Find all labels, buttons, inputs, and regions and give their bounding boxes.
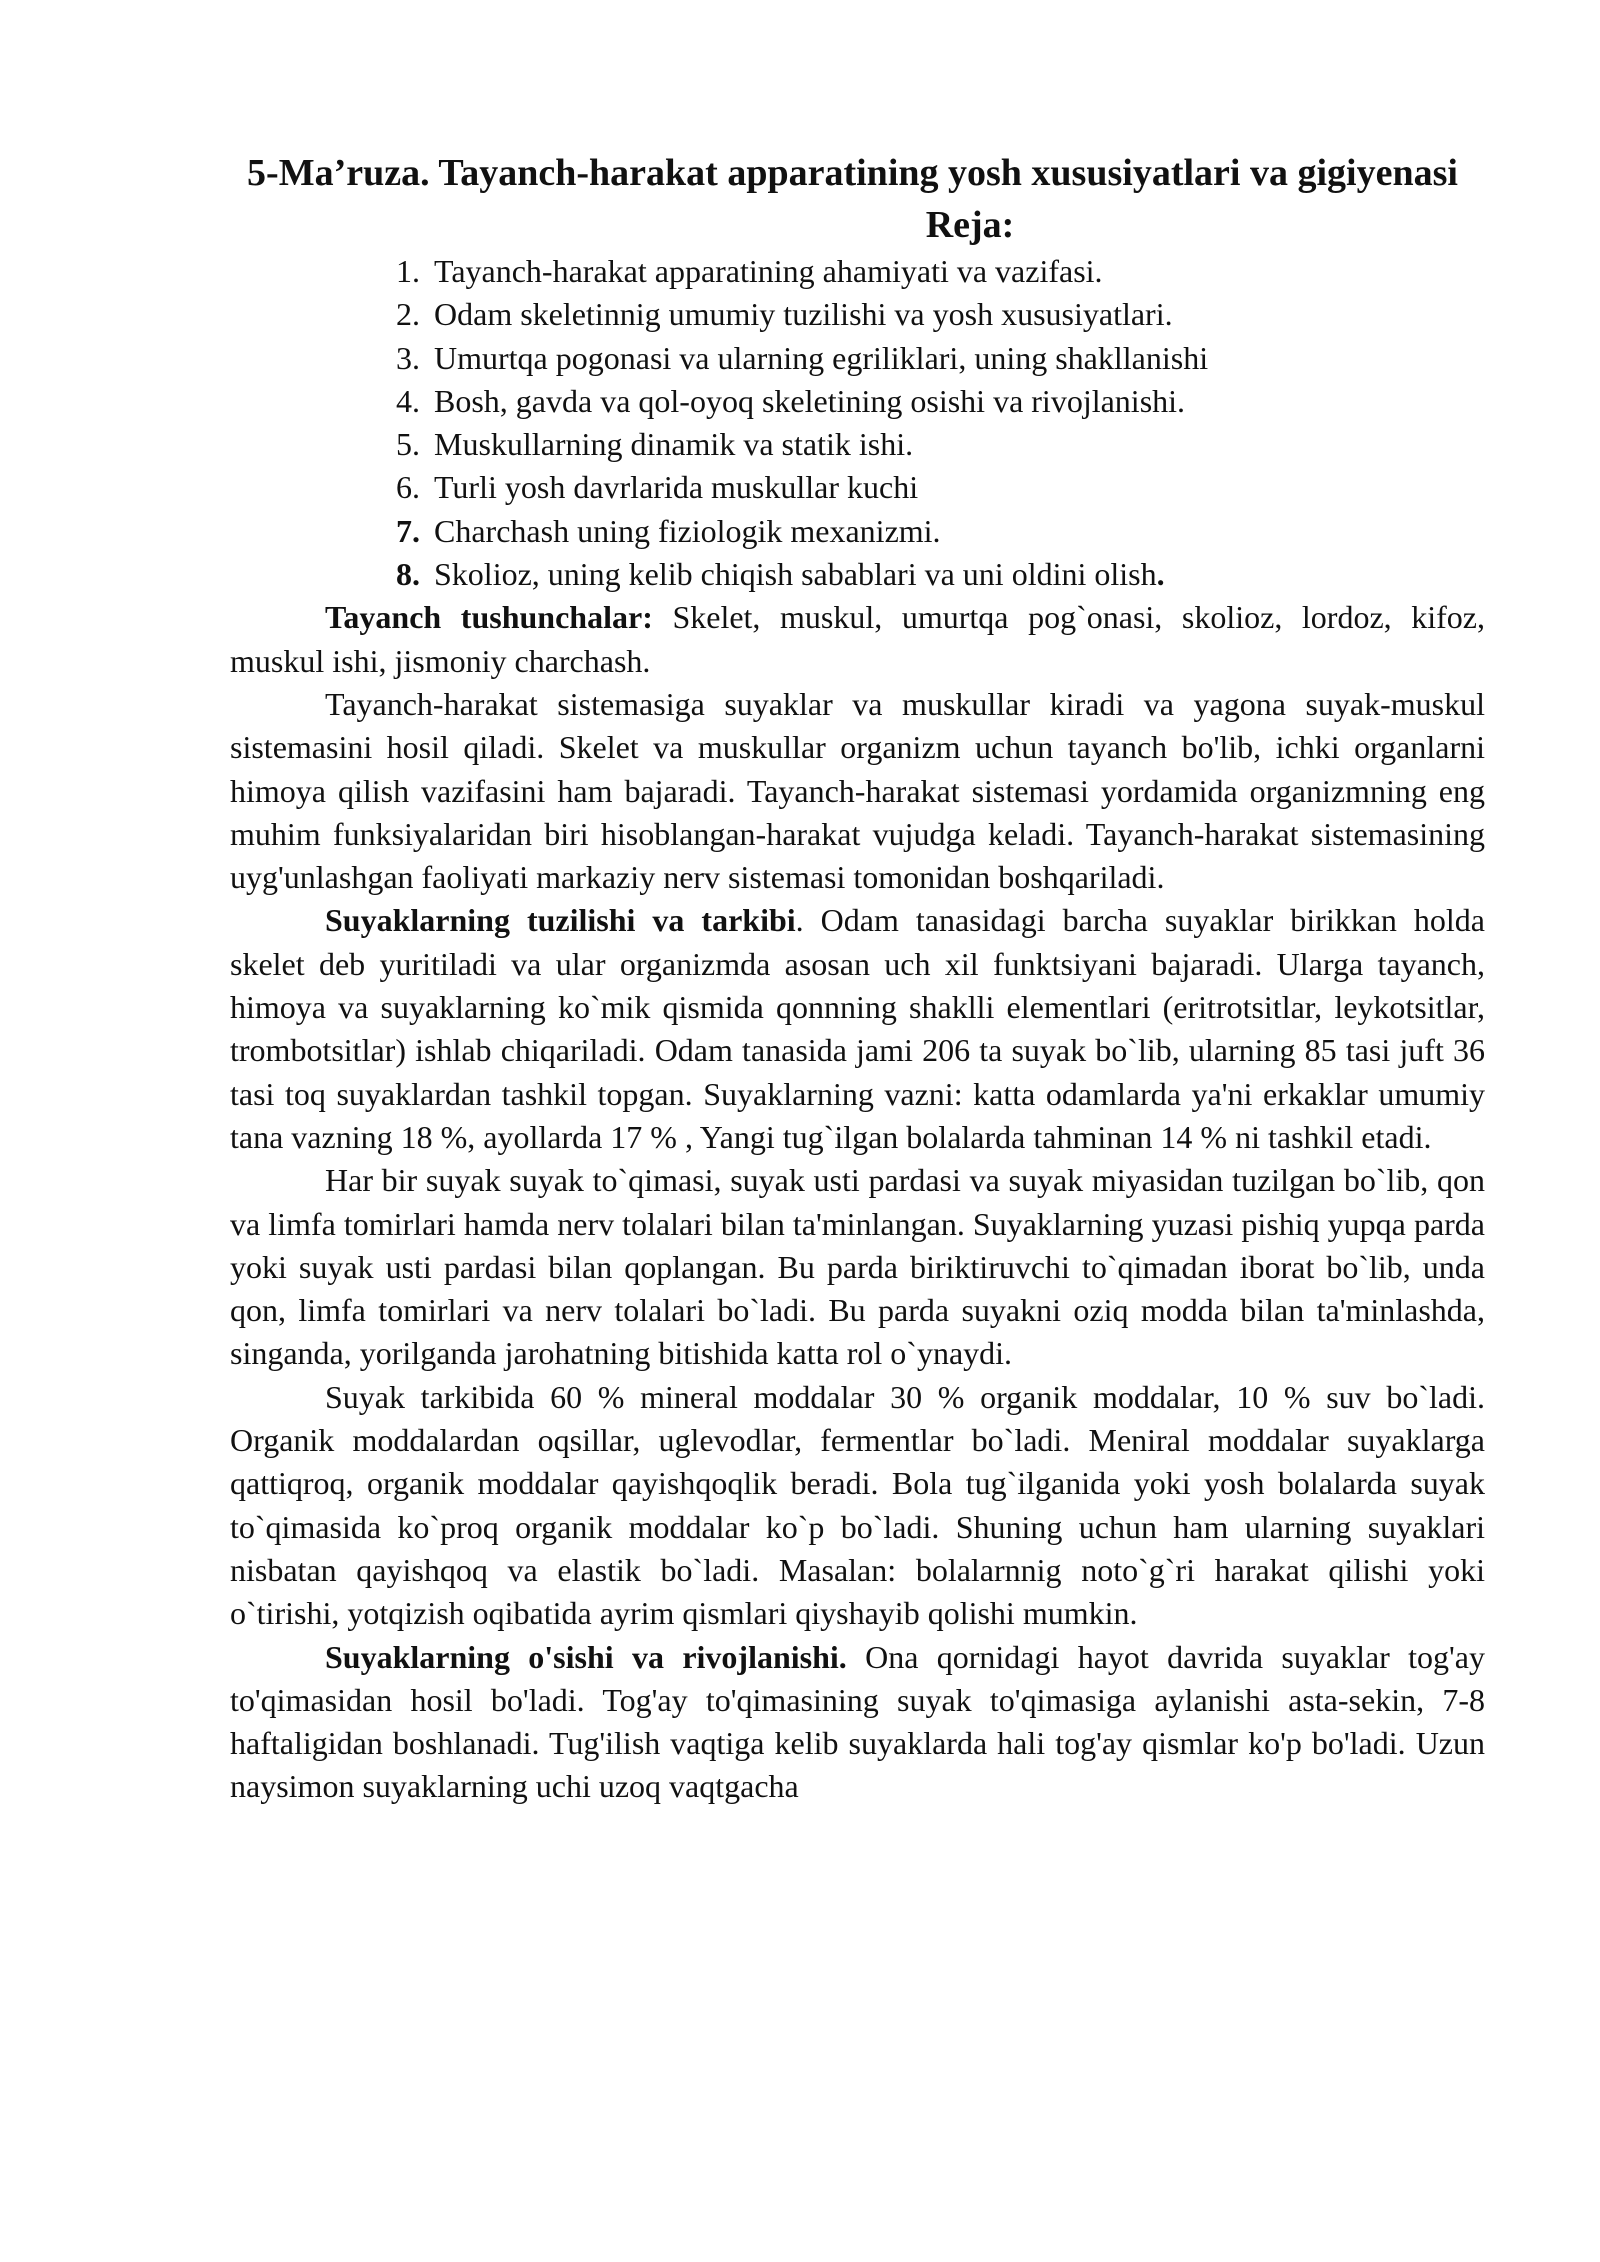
paragraph-text: Tayanch-harakat sistemasiga suyaklar va muskullar kiradi va yagona suyak-muskul sistemasini hosil qiladi. Skelet va muskullar organizm uchun tayanch bo'lib, ichki organlarni himoya qilish vazifasini ham bajaradi. Tayanch-harakat sistemasi yordamida organizmning eng muhim funksiyalaridan biri hisoblangan-harakat vujudga keladi. Tayanch-harakat sistemasining uyg'unlashgan faoliyati markaziy nerv sistemasi tomonidan boshqariladi. bbox=[230, 685, 1485, 896]
paragraph-key-concepts bbox=[230, 596, 1485, 683]
paragraph-bone-growth bbox=[230, 1636, 1485, 1809]
paragraph-lead: Suyaklarning tuzilishi va tarkibi bbox=[325, 902, 796, 939]
plan-heading: Reja: bbox=[925, 204, 1015, 246]
paragraph-text: Skelet, muskul, umurtqa pog`onasi, skolioz, lordoz, kifoz, muskul ishi, jismoniy charchash. bbox=[230, 599, 1485, 679]
paragraph-system-intro bbox=[230, 683, 1485, 899]
plan-item bbox=[372, 293, 1485, 336]
plan-item-number: 3. bbox=[396, 339, 420, 376]
plan-item-text: Umurtqa pogonasi va ularning egriliklari, uning shakllanishi bbox=[434, 339, 1209, 376]
paragraph-lead: Tayanch tushunchalar: bbox=[325, 599, 653, 636]
plan-item-number: 5. bbox=[396, 426, 420, 463]
plan-item bbox=[372, 337, 1485, 380]
plan-item-number: 7. bbox=[396, 512, 420, 549]
plan-item bbox=[372, 380, 1485, 423]
plan-item-text: Odam skeletinnig umumiy tuzilishi va yosh xususiyatlari. bbox=[434, 296, 1173, 333]
plan-list bbox=[230, 250, 1485, 596]
paragraph-lead: Suyaklarning o'sishi va rivojlanishi. bbox=[325, 1638, 847, 1675]
plan-item-text: Bosh, gavda va qol-oyoq skeletining osishi va rivojlanishi. bbox=[434, 382, 1186, 419]
plan-item-text: Skolioz, uning kelib chiqish sabablari va uni oldini olish bbox=[434, 556, 1157, 593]
paragraph-text: Har bir suyak suyak to`qimasi, suyak usti pardasi va suyak miyasidan tuzilgan bo`lib, qon va limfa tomirlari hamda nerv tolalari bilan ta'minlangan. Suyaklarning yuzasi pishiq yupqa parda yoki suyak usti pardasi bilan qoplangan. Bu parda biriktiruvchi to`qimadan iborat bo`lib, unda qon, limfa tomirlari va nerv tolalari bo`ladi. Bu parda suyakni oziq modda bilan ta'minlashda, singanda, yorilganda jarohatning bitishida katta rol o`ynaydi. bbox=[230, 1162, 1485, 1372]
plan-item-number: 1. bbox=[396, 253, 420, 289]
plan-item bbox=[372, 423, 1485, 466]
paragraph-text: . Odam tanasidagi barcha suyaklar birikkan holda skelet deb yuritiladi va ular organizmda asosan uch xil funktsiyani bajaradi. Ularga tayanch, himoya va suyaklarning ko`mik qismida qonnning shaklli elementlari (eritrotsitlar, leykotsitlar, trombotsitlar) ishlab chiqariladi. Odam tanasida jami 206 ta suyak bo`lib, ularning 85 tasi juft 36 tasi toq suyaklardan tashkil topgan. Suyaklarning vazni: katta odamlarda ya'ni erkaklar umumiy tana vazning 18 %, ayollarda 17 % , Yangi tug`ilgan bolalarda tahminan 14 % ni tashkil etadi. bbox=[230, 902, 1486, 1155]
plan-item-number: 4. bbox=[396, 382, 420, 419]
plan-item bbox=[372, 466, 1485, 509]
paragraph-bone-composition bbox=[230, 1376, 1485, 1636]
plan-item-text: Charchash uning fiziologik mexanizmi. bbox=[434, 512, 941, 549]
plan-item-text: Tayanch-harakat apparatining ahamiyati va vazifasi. bbox=[434, 253, 1103, 289]
paragraph-text: Suyak tarkibida 60 % mineral moddalar 30 % organik moddalar, 10 % suv bo`ladi. Organik moddalardan oqsillar, uglevodlar, fermentlar bo`ladi. Meniral moddalar suyaklarga qattiqroq, organik moddalar qayishqoqlik beradi. Bola tug`ilganida yoki yosh bolalarda suyak to`qimasida ko`proq organik moddalar ko`p bo`ladi. Shuning uchun ham ularning suyaklari nisbatan qayishqoq va elastik bo`ladi. Masalan: bolalarnnig noto`g`ri harakat qilishi yoki o`tirishi, yotqizish oqibatida ayrim qismlari qiyshayib qolishi mumkin. bbox=[230, 1378, 1485, 1632]
plan-item bbox=[372, 510, 1485, 553]
plan-item-number: 2. bbox=[396, 296, 420, 333]
plan-item-tail: . bbox=[1156, 556, 1165, 593]
plan-item bbox=[372, 553, 1485, 596]
plan-item-text: Turli yosh davrlarida muskullar kuchi bbox=[434, 469, 919, 506]
lecture-title: 5-Ma’ruza. Tayanch-harakat apparatining yosh xususiyatlari va gigiyenasi bbox=[247, 152, 1458, 194]
paragraph-text: Ona qornidagi hayot davrida suyaklar tog'ay to'qimasidan hosil bo'ladi. Tog'ay to'qimasining suyak to'qimasiga aylanishi asta-sekin, 7-8 haftaligidan boshlanadi. Tug'ilish vaqtiga kelib suyaklarda hali tog'ay qismlar ko'p bo'ladi. Uzun naysimon suyaklarning uchi uzoq vaqtgacha bbox=[230, 1638, 1486, 1805]
plan-item-number: 8. bbox=[396, 556, 420, 593]
plan-item bbox=[372, 250, 1485, 293]
paragraph-bone-tissue bbox=[230, 1159, 1485, 1375]
plan-item-text: Muskullarning dinamik va statik ishi. bbox=[434, 426, 914, 463]
plan-item-number: 6. bbox=[396, 469, 420, 506]
paragraph-bone-structure bbox=[230, 899, 1485, 1159]
